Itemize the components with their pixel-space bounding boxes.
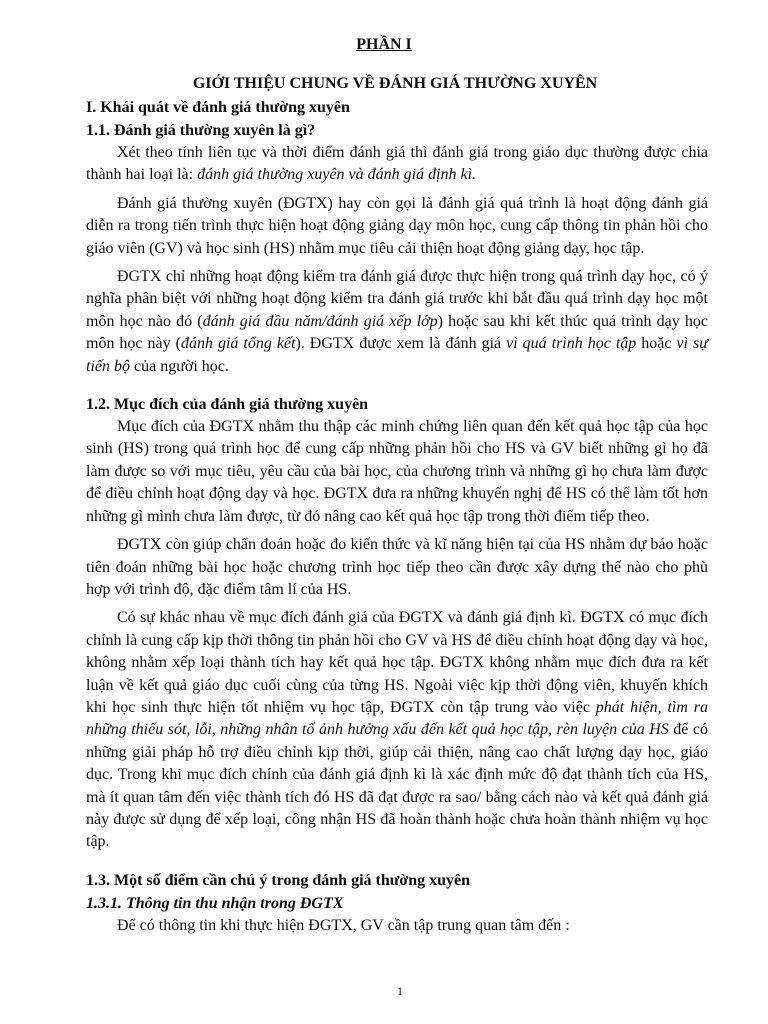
section-1-1-paragraph-3: ĐGTX chỉ những hoạt động kiểm tra đánh giá được thực hiện trong quá trình dạy học, có ý nghĩa phân biệt với những hoạt động kiểm tra đánh giá trước khi bắt đầu quá trình dạy học một môn học nào đó (đánh giá đầu năm/đánh giá xếp lớp) hoặc sau khi kết thúc quá trình dạy học môn học này (đánh giá tổng kết). ĐGTX được xem là đánh giá vì quá trình học tập hoặc vì sự tiến bộ của người học. bbox=[86, 268, 709, 375]
main-title: GIỚI THIỆU CHUNG VỀ ĐÁNH GIÁ THƯỜNG XUYÊN bbox=[192, 75, 598, 92]
section-1-2-paragraph-2: ĐGTX còn giúp chẩn đoán hoặc đo kiến thức và kĩ năng hiện tại của HS nhằm dự báo hoặc tiên đoán những bài học hoặc chương trình học tiếp theo cần được xây dựng thế nào cho phù hợp với trình độ, đặc điểm tâm lí của HS. bbox=[86, 536, 708, 598]
section-1-3-heading: 1.3. Một số điểm cần chú ý trong đánh giá thường xuyên bbox=[86, 871, 470, 889]
section-1-2-heading: 1.2. Mục đích của đánh giá thường xuyên bbox=[86, 396, 369, 414]
part-title: PHẦN I bbox=[356, 36, 412, 53]
section-1-2-paragraph-1: Mục đích của ĐGTX nhằm thu thập các minh chứng liên quan đến kết quả học tập của học sinh (HS) trong quá trình học để cung cấp những phản hồi cho HS và GV biết những gì họ đã làm được so với mục tiêu, yêu cầu của bài học, của chương trình và những gì họ chưa làm được để điều chỉnh hoạt động dạy và học. ĐGTX đưa ra những khuyến nghị để HS có thể làm tốt hơn những gì mình chưa làm được, từ đó nâng cao kết quả học tập trong thời điểm tiếp theo. bbox=[86, 418, 708, 525]
section-1-1-heading: 1.1. Đánh giá thường xuyên là gì? bbox=[86, 122, 316, 139]
section-1-2-paragraph-3: Có sự khác nhau về mục đích đánh giá của ĐGTX và đánh giá định kì. ĐGTX có mục đích chính là cung cấp kịp thời thông tin phản hồi cho GV và HS để điều chỉnh hoạt động dạy và học, không nhằm xếp loại thành tích hay kết quả học tập. ĐGTX không nhằm mục đích đưa ra kết luận về kết quả giáo dục cuối cùng của từng HS. Ngoài việc kịp thời động viên, khuyến khích khi học sinh thực hiện tốt nhiệm vụ học tập, ĐGTX còn tập trung vào việc phát hiện, tìm ra những thiếu sót, lỗi, những nhân tố ảnh hưởng xấu đến kết quả học tập, rèn luyện của HS để có những giải pháp hỗ trợ điều chỉnh kịp thời, giúp cải thiện, nâng cao chất lượng dạy học, giáo dục. Trong khi mục đích chính của đánh giá định kì là xác định mức độ đạt thành tích của HS, mà ít quan tâm đến việc thành tích đó HS đã đạt được ra sao/ bằng cách nào và kết quả đánh giá này được sử dụng để xếp loại, công nhận HS đã hoàn thành hoặc chưa hoàn thành nhiệm vụ học tập. bbox=[86, 609, 709, 851]
section-1-3-paragraph-1: Để có thông tin khi thực hiện ĐGTX, GV cần tập trung quan tâm đến : bbox=[117, 916, 570, 934]
section-1-1-paragraph-1: Xét theo tính liên tục và thời điểm đánh giá thì đánh giá trong giáo dục thường được chia thành hai loại là: đánh giá thường xuyên và đánh giá định kì. bbox=[86, 144, 708, 184]
page-number: 1 bbox=[397, 984, 403, 998]
document-body bbox=[86, 96, 708, 943]
heading-1: I. Khái quát về đánh giá thường xuyên bbox=[86, 99, 350, 116]
section-1-3-1-heading: 1.3.1. Thông tin thu nhận trong ĐGTX bbox=[86, 894, 344, 912]
section-1-1-paragraph-2: Đánh giá thường xuyên (ĐGTX) hay còn gọi là đánh giá quá trình là hoạt động đánh giá diễn ra trong tiến trình thực hiện hoạt động giảng dạy môn học, cung cấp thông tin phản hồi cho giáo viên (GV) và học sinh (HS) nhằm mục tiêu cải thiện hoạt động giảng dạy, học tập. bbox=[86, 194, 708, 257]
